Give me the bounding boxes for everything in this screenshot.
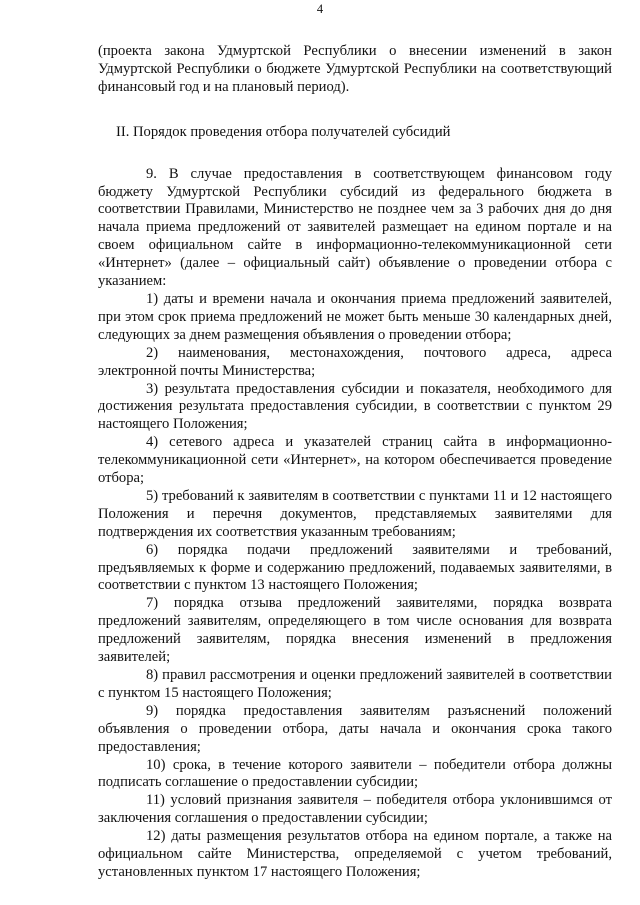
list-item-4: 4) сетевого адреса и указателей страниц сайта в информационно-телекоммуникационной сети «Интернет», на котором обеспечивается проведение отбора;: [98, 434, 612, 487]
list-item-9: 9) порядка предоставления заявителям разъяснений положений объявления о проведении отбора, даты начала и окончания срока такого предоставления;: [98, 702, 612, 755]
paragraph-9: 9. В случае предоставления в соответствующем финансовом году бюджету Удмуртской Республики субсидий из федерального бюджета в соответствии Правилами, Министерство не позднее чем за 3 рабочих дня до дня начала приема предложений от заявителей размещает на едином портале и на своем официальном сайте в информационно-телекоммуникационной сети «Интернет» (далее – официальный сайт) объявление о проведении отбора с указанием:: [98, 165, 612, 290]
list-item-12: 12) даты размещения результатов отбора на едином портале, а также на официальном сайте Министерства, определяемой с учетом требований, установленных пунктом 17 настоящего Положения;: [98, 828, 612, 880]
list-item-5: 5) требований к заявителям в соответствии с пунктами 11 и 12 настоящего Положения и перечня документов, представляемых заявителями для подтверждения их соответствия указанным требованиям;: [98, 487, 612, 540]
page-number: 4: [316, 2, 324, 16]
list-item-11: 11) условий признания заявителя – победителя отбора уклонившимся от заключения соглашения о предоставлении субсидии;: [98, 792, 612, 827]
list-item-10: 10) срока, в течение которого заявители – победители отбора должны подписать соглашение о предоставлении субсидии;: [98, 756, 612, 791]
section-heading: II. Порядок проведения отбора получателей субсидий: [116, 123, 451, 140]
list-item-6: 6) порядка подачи предложений заявителями и требований, предъявляемых к форме и содержанию предложений, подаваемых заявителями, в соответствии с пунктом 13 настоящего Положения;: [98, 541, 612, 594]
list-item-1: 1) даты и времени начала и окончания приема предложений заявителей, при этом срок приема предложений не может быть меньше 30 календарных дней, следующих за днем размещения объявления о проведении отбора;: [98, 290, 612, 343]
list-item-3: 3) результата предоставления субсидии и показателя, необходимого для достижения результата предоставления субсидии, в соответствии с пунктом 29 настоящего Положения;: [98, 380, 612, 433]
list-item-2: 2) наименования, местонахождения, почтового адреса, адреса электронной почты Министерства;: [98, 344, 612, 379]
intro-continuation: (проекта закона Удмуртской Республики о внесении изменений в закон Удмуртской Республики о бюджете Удмуртской Республики на соответствующий финансовый год и на плановый период).: [98, 43, 612, 95]
document-body: [98, 43, 612, 882]
list-item-7: 7) порядка отзыва предложений заявителями, порядка возврата предложений заявителям, определяющего в том числе основания для возврата предложений заявителям, порядка внесения изменений в предложения заявителей;: [98, 595, 612, 666]
list-item-8: 8) правил рассмотрения и оценки предложений заявителей в соответствии с пунктом 15 настоящего Положения;: [98, 667, 612, 701]
